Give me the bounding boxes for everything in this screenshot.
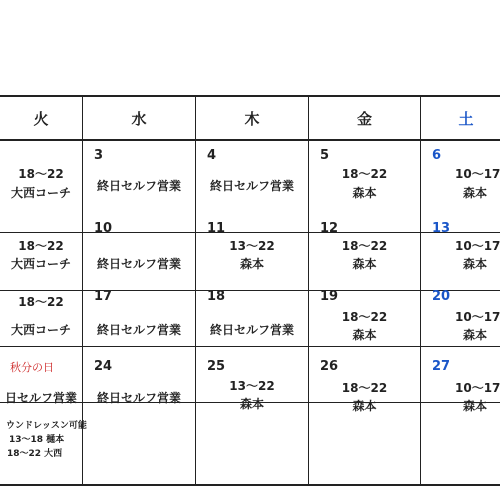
schedule-staff: 森本 (239, 397, 264, 411)
schedule-text: 日セルフ営業 (4, 391, 77, 405)
schedule-time: 13〜22 (229, 239, 275, 253)
schedule-staff: 森本 (352, 186, 377, 200)
day-cell[interactable] (83, 347, 195, 405)
day-cell[interactable] (83, 403, 195, 484)
day-cell[interactable] (83, 140, 195, 232)
day-number: 17 (94, 289, 113, 304)
day-number: 13 (432, 221, 451, 236)
schedule-time: 18〜22 (341, 167, 388, 181)
day-cell[interactable] (0, 233, 82, 290)
schedule-staff: 森本 (239, 257, 264, 271)
day-cell[interactable] (421, 347, 500, 413)
day-number: 11 (207, 221, 226, 236)
schedule-time: 18〜22 (18, 239, 64, 253)
schedule-time: 18〜22 (341, 381, 388, 395)
day-number: 20 (432, 289, 451, 304)
day-cell[interactable] (196, 403, 308, 484)
day-cell[interactable] (0, 347, 82, 405)
schedule-staff: 森本 (463, 257, 488, 271)
schedule-time: 13〜22 (229, 379, 275, 393)
day-cell[interactable] (196, 291, 308, 346)
day-number: 25 (207, 359, 226, 374)
schedule-staff: 大西コーチ (10, 186, 71, 200)
schedule-time: 18〜22 (341, 239, 388, 253)
day-cell[interactable] (309, 221, 420, 290)
schedule-text: 終日セルフ営業 (96, 179, 181, 193)
schedule-text: 終日セルフ営業 (96, 323, 181, 337)
schedule-time: 10〜17 (455, 310, 500, 324)
day-number: 4 (207, 148, 217, 163)
schedule-text: 終日セルフ営業 (96, 257, 181, 271)
day-number: 12 (320, 221, 339, 236)
schedule-staff: 森本 (463, 399, 488, 413)
lesson-note: 18〜22 大西 (7, 449, 63, 459)
schedule-text: 終日セルフ営業 (209, 179, 294, 193)
schedule-staff: 森本 (352, 257, 377, 271)
weekday-header-thu: 木 (244, 109, 260, 128)
day-cell[interactable] (0, 403, 87, 484)
weekday-header-sat: 土 (458, 109, 474, 128)
schedule-time: 10〜17 (455, 381, 500, 395)
day-cell[interactable] (309, 291, 420, 346)
day-number: 10 (94, 221, 113, 236)
grid-line (0, 484, 500, 486)
schedule-staff: 森本 (463, 328, 488, 342)
schedule-text: 終日セルフ営業 (96, 391, 181, 405)
day-cell[interactable] (83, 291, 195, 346)
schedule-time: 18〜22 (18, 295, 64, 309)
day-number: 26 (320, 359, 339, 374)
day-cell[interactable] (196, 140, 308, 232)
weekday-header-tue: 火 (33, 109, 49, 128)
lesson-note: 13〜18 樋本 (9, 435, 65, 445)
day-number: 27 (432, 359, 451, 374)
day-number: 24 (94, 359, 113, 374)
day-cell[interactable] (421, 140, 500, 232)
day-cell[interactable] (0, 140, 82, 232)
holiday-label: 秋分の日 (10, 361, 54, 374)
day-number: 3 (94, 148, 104, 163)
day-cell[interactable] (421, 291, 500, 346)
day-cell[interactable] (309, 140, 420, 232)
day-cell[interactable] (0, 291, 82, 346)
schedule-staff: 大西コーチ (10, 323, 71, 337)
schedule-staff: 森本 (352, 399, 377, 413)
day-number: 18 (207, 289, 226, 304)
day-cell[interactable] (421, 221, 500, 290)
schedule-text: 終日セルフ営業 (209, 323, 294, 337)
day-number: 5 (320, 148, 330, 163)
schedule-time: 10〜17 (455, 239, 500, 253)
weekday-header-wed: 水 (131, 109, 147, 128)
day-cell[interactable] (309, 403, 420, 484)
schedule-staff: 大西コーチ (10, 257, 71, 271)
schedule-time: 10〜17 (455, 167, 500, 181)
schedule-time: 18〜22 (341, 310, 388, 324)
weekday-header-fri: 金 (356, 109, 372, 128)
day-cell[interactable] (196, 347, 308, 411)
schedule-staff: 森本 (352, 328, 377, 342)
lesson-note: ウンドレッスン可能 (6, 421, 87, 431)
day-number: 6 (432, 148, 442, 163)
day-cell[interactable] (83, 221, 195, 290)
schedule-time: 18〜22 (18, 167, 64, 181)
day-number: 19 (320, 289, 339, 304)
day-cell[interactable] (421, 403, 500, 484)
day-cell[interactable] (196, 221, 308, 290)
day-cell[interactable] (309, 347, 420, 413)
schedule-staff: 森本 (463, 186, 488, 200)
